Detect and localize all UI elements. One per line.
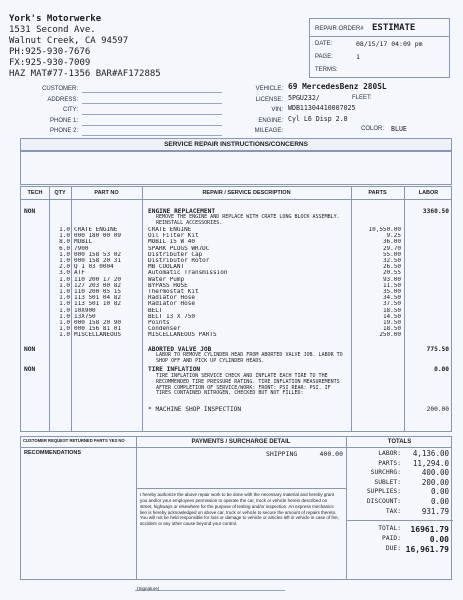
customer-label: CUSTOMER: bbox=[42, 86, 78, 92]
total-value: 16961.79 bbox=[410, 525, 449, 534]
customer-labels bbox=[20, 84, 78, 137]
part-number: 13X750 bbox=[74, 313, 96, 320]
part-row bbox=[21, 258, 453, 264]
total-value: 16,961.79 bbox=[405, 545, 449, 554]
part-qty: 1.0 bbox=[59, 233, 70, 240]
part-qty: 1.0 bbox=[59, 295, 70, 302]
instructions-title: SERVICE REPAIR INSTRUCTIONS/CONCERNS bbox=[164, 141, 308, 148]
part-qty: 1.0 bbox=[59, 251, 70, 258]
part-number: 7900 bbox=[74, 245, 89, 252]
part-row bbox=[21, 264, 453, 270]
shop-fax: FX:925-930-7009 bbox=[9, 58, 91, 68]
order-type: ESTIMATE bbox=[372, 23, 416, 33]
license-plate: 5PGU232/ bbox=[288, 93, 320, 102]
customer-values bbox=[82, 83, 222, 136]
vehicle-name: 69 MercedesBenz 280SL bbox=[288, 82, 387, 91]
part-number: 000 158 20 90 bbox=[74, 320, 121, 326]
part-number: 000 158 53 02 bbox=[74, 251, 121, 258]
part-row bbox=[21, 239, 453, 245]
page-number: 1 bbox=[356, 53, 360, 61]
part-row bbox=[21, 314, 453, 320]
job-3-note: TIRE INFLATION SERVICE CHECK AND INFLATE EACH TIRE TO THE RECOMMENDED TIRE PRESSURE RATING. TIRE INFLATION MEASUREMENTS AFTER COMPLETION OF SERVICE/WORK: FRONT: PSI REAR: PSI. IF TIRES CONTAINED NITROGEN, CHECKED BUT NOT FILLED: bbox=[156, 373, 340, 397]
license-label: LICENSE: bbox=[255, 96, 283, 103]
total-row bbox=[346, 450, 453, 459]
part-description: CRATE ENGINE bbox=[148, 227, 192, 233]
part-price: 20.55 bbox=[382, 270, 401, 277]
total-label: DUE: bbox=[385, 545, 401, 552]
shop-city: Walnut Creek, CA 94597 bbox=[9, 36, 129, 46]
part-qty: 1.0 bbox=[59, 307, 70, 314]
part-description: Automatic Transmission bbox=[148, 270, 228, 277]
part-row bbox=[21, 289, 453, 295]
phone1-label: PHONE 1: bbox=[49, 117, 78, 124]
instructions-title-bar bbox=[20, 138, 452, 151]
shipping-label: SHIPPING bbox=[266, 450, 298, 458]
total-value: 0.00 bbox=[429, 535, 449, 544]
part-row bbox=[21, 277, 453, 283]
part-row bbox=[21, 320, 453, 326]
job-1-labor: 3360.50 bbox=[422, 208, 449, 215]
total-label: SURCHRG: bbox=[370, 469, 401, 477]
part-price: 250.00 bbox=[379, 332, 401, 339]
shop-address: 1531 Second Ave. bbox=[9, 25, 96, 35]
total-label: PARTS: bbox=[378, 459, 401, 467]
part-number: 110 200 17 20 bbox=[74, 276, 121, 283]
total-row bbox=[346, 498, 453, 507]
instructions-area bbox=[20, 151, 452, 185]
mileage-label: MILEAGE: bbox=[254, 128, 283, 134]
part-qty: 1.0 bbox=[59, 332, 70, 339]
signature-label: (Signature) bbox=[137, 586, 160, 591]
col-tech: TECH bbox=[27, 190, 43, 196]
part-row bbox=[21, 227, 453, 233]
address-label: ADDRESS: bbox=[47, 96, 78, 103]
shipping-amount: 400.00 bbox=[319, 450, 343, 458]
fleet-label: FLEET: bbox=[352, 94, 372, 101]
part-price: 18.50 bbox=[382, 307, 401, 314]
total-label: SUPPLIES: bbox=[366, 488, 401, 496]
part-description: Distributor Rotor bbox=[148, 258, 210, 264]
part-qty: 8.0 bbox=[59, 239, 70, 246]
total-label: PAID: bbox=[382, 535, 401, 542]
part-row bbox=[21, 233, 453, 239]
repair-order-label: REPAIR ORDER# bbox=[315, 26, 364, 32]
part-description: Radiator Hose bbox=[148, 295, 195, 302]
total-value: 11,294.0 bbox=[412, 458, 449, 468]
terms-label: TERMS: bbox=[315, 67, 338, 73]
part-row bbox=[21, 301, 453, 307]
part-description: MISCELLANEOUS PARTS bbox=[148, 332, 217, 339]
total-value: 400.00 bbox=[421, 468, 449, 478]
part-row bbox=[21, 332, 453, 338]
part-row bbox=[21, 295, 453, 301]
part-qty: 2.0 bbox=[59, 264, 70, 271]
job-2-labor: 775.50 bbox=[426, 346, 449, 353]
part-price: 36.00 bbox=[382, 239, 401, 246]
total-value: 931.79 bbox=[421, 506, 449, 516]
col-labor: LABOR bbox=[418, 190, 439, 196]
part-description: MB COOLANT bbox=[148, 264, 185, 271]
job-2-note: LABOR TO REMOVE CYLINDER HEAD FROM ABORTED VALVE JOB. LABOR TO SHOP OFF AND PICK UP CYLINDER HEADS. bbox=[156, 352, 343, 364]
final-total-row bbox=[346, 525, 453, 534]
part-number: 110 200 05 15 bbox=[74, 289, 121, 295]
part-price: 19.50 bbox=[382, 320, 401, 326]
payments-title: PAYMENTS / SURCHARGE DETAIL bbox=[191, 439, 291, 445]
part-number: Q 1 03 0004 bbox=[74, 264, 114, 271]
part-price: 37.50 bbox=[382, 301, 401, 308]
final-total-row bbox=[346, 535, 453, 544]
shop-phone: PH:925-930-7676 bbox=[9, 47, 91, 57]
part-number: 127 203 00 82 bbox=[74, 282, 121, 289]
part-description: Distributer Cap bbox=[148, 251, 203, 258]
vehicle-label: VEHICLE: bbox=[255, 86, 283, 92]
part-price: 55.00 bbox=[382, 251, 401, 258]
part-description: Water Pump bbox=[148, 276, 185, 283]
part-qty: 1.0 bbox=[59, 276, 70, 283]
part-row bbox=[21, 246, 453, 252]
part-qty: 6.0 bbox=[59, 245, 70, 252]
city-label: CITY: bbox=[62, 107, 78, 113]
part-description: Radiator Hose bbox=[148, 301, 195, 308]
job-3-title: TIRE INFLATION bbox=[148, 366, 201, 373]
job-3-labor: 0.00 bbox=[434, 366, 449, 373]
part-price: 32.50 bbox=[382, 258, 401, 264]
part-row bbox=[21, 326, 453, 332]
part-qty: 1.0 bbox=[59, 282, 70, 289]
job-3-tech: NON bbox=[24, 366, 36, 373]
part-number: ATF bbox=[74, 270, 85, 277]
part-price: 29.70 bbox=[382, 245, 401, 252]
part-price: 14.50 bbox=[382, 313, 401, 320]
total-row bbox=[346, 508, 453, 517]
part-description: BYPASS HOSE bbox=[148, 282, 188, 289]
total-value: 4,136.00 bbox=[412, 449, 449, 458]
authorization-text: I hereby authorize the above repair work to be done with the necessary material and hereby grant you and/or your employees permission to operate the car, truck or vehicle herein described on street, highways or elsewhere for the purpose of testing and/or inspection. An express mechanics lien is hereby acknowledged on above car, truck or vehicle to secure the amount of repairs thereto. You will not be held responsible for loss or damage to vehicle or articles left in vehicle in case of fire, accident or any other cause beyond your control. bbox=[140, 492, 339, 527]
part-description: MOBIL 15 W 40 bbox=[148, 239, 195, 246]
part-number: 113 501 10 82 bbox=[74, 301, 121, 308]
total-value: 200.00 bbox=[421, 477, 449, 487]
job-2-title: ABORTED VALVE JOB bbox=[148, 346, 212, 353]
part-description: Points bbox=[148, 320, 170, 326]
engine-value: Cyl L6 Disp 2.8 bbox=[288, 114, 348, 123]
part-price: 34.50 bbox=[382, 295, 401, 302]
part-row bbox=[21, 283, 453, 289]
returned-parts: CUSTOMER REQUEST RETURNED PARTS YES NO bbox=[23, 438, 125, 443]
part-qty: 3.0 bbox=[59, 270, 70, 277]
part-price: 9.25 bbox=[386, 233, 401, 240]
part-description: BELT bbox=[148, 307, 163, 314]
part-number: MOBIL bbox=[74, 239, 93, 246]
part-row bbox=[21, 252, 453, 258]
part-price: 93.00 bbox=[382, 276, 401, 283]
part-qty: 1.0 bbox=[59, 301, 70, 308]
col-desc: REPAIR / SERVICE DESCRIPTION bbox=[202, 190, 291, 196]
part-row bbox=[21, 270, 453, 276]
part-price: 35.00 bbox=[382, 289, 401, 295]
part-number: 113 501 04 82 bbox=[74, 295, 121, 302]
shop-header bbox=[9, 14, 289, 80]
phone2-label: PHONE 2: bbox=[49, 128, 78, 134]
part-price: 26.50 bbox=[382, 264, 401, 271]
part-number: CRATE ENGINE bbox=[74, 227, 118, 233]
job-1-note: REMOVE THE ENGINE AND REPLACE WITH CRATE LONG BLOCK ASSEMBLY. REINSTALL ACCESSORIES. bbox=[156, 214, 340, 226]
col-part: PART NO bbox=[94, 190, 119, 196]
vin-value: WDB11304410007025 bbox=[288, 104, 356, 112]
vehicle-values bbox=[288, 82, 451, 133]
order-date: 08/15/17 04:09 pm bbox=[356, 40, 423, 48]
total-value: 0.00 bbox=[430, 497, 449, 506]
bottom-section bbox=[20, 436, 452, 580]
color-value: BLUE bbox=[391, 125, 407, 133]
part-number: 000 156 81 01 bbox=[74, 326, 121, 333]
part-qty: 1.0 bbox=[59, 313, 70, 320]
part-price: 18.50 bbox=[382, 326, 401, 333]
part-description: Condenser bbox=[148, 326, 181, 333]
col-parts: PARTS bbox=[368, 190, 387, 196]
color-label: COLOR: bbox=[361, 126, 385, 132]
part-number: 000 158 20 31 bbox=[74, 258, 121, 264]
total-row bbox=[346, 469, 453, 478]
part-number: 000 180 00 09 bbox=[74, 233, 121, 240]
total-label: LABOR: bbox=[378, 450, 401, 457]
part-price: 10,550.00 bbox=[368, 227, 401, 233]
shop-name: York's Motorwerke bbox=[9, 14, 102, 24]
part-description: SPARK PLUGS WR7DC bbox=[148, 245, 210, 252]
part-number: 10X900 bbox=[74, 307, 96, 314]
engine-label: ENGINE: bbox=[258, 117, 283, 124]
part-row bbox=[21, 308, 453, 314]
date-label: DATE: bbox=[315, 41, 333, 47]
col-qty: QTY bbox=[54, 190, 66, 196]
part-description: BELT 13 X 750 bbox=[148, 313, 195, 320]
total-label: SUBLET: bbox=[374, 478, 401, 486]
vehicle-labels bbox=[225, 84, 283, 137]
part-price: 11.50 bbox=[382, 282, 401, 289]
totals-title: TOTALS bbox=[387, 439, 412, 445]
repair-order-box bbox=[309, 18, 450, 78]
total-value: 0.00 bbox=[430, 487, 449, 497]
total-label: TAX: bbox=[385, 507, 401, 515]
part-qty: 1.0 bbox=[59, 320, 70, 326]
part-qty: 1.0 bbox=[59, 326, 70, 333]
shop-ids: HAZ MAT#77-1356 BAR#AF172885 bbox=[9, 69, 161, 79]
total-label: TOTAL: bbox=[378, 525, 401, 532]
page-label: PAGE: bbox=[315, 54, 333, 60]
items-table bbox=[20, 186, 452, 432]
part-description: Oil Filter Kit bbox=[148, 233, 199, 240]
part-number: MISCELLANEOUS bbox=[74, 332, 121, 339]
total-label: DISCOUNT: bbox=[366, 498, 401, 505]
job-1-title: ENGINE REPLACEMENT bbox=[148, 208, 216, 215]
part-description: Thermostat Kit bbox=[148, 289, 199, 295]
part-qty: 1.0 bbox=[59, 227, 70, 233]
part-qty: 1.0 bbox=[59, 258, 70, 264]
vin-label: VIN: bbox=[271, 107, 283, 113]
machine-shop-amount: 200.00 bbox=[426, 406, 449, 413]
final-total-row bbox=[346, 545, 453, 554]
machine-shop-line: * MACHINE SHOP INSPECTION bbox=[148, 406, 242, 413]
recommendations-label: RECOMMENDATIONS bbox=[24, 450, 82, 456]
job-2-tech: NON bbox=[24, 346, 36, 353]
part-qty: 1.0 bbox=[59, 289, 70, 295]
job-1-tech: NON bbox=[24, 208, 36, 215]
